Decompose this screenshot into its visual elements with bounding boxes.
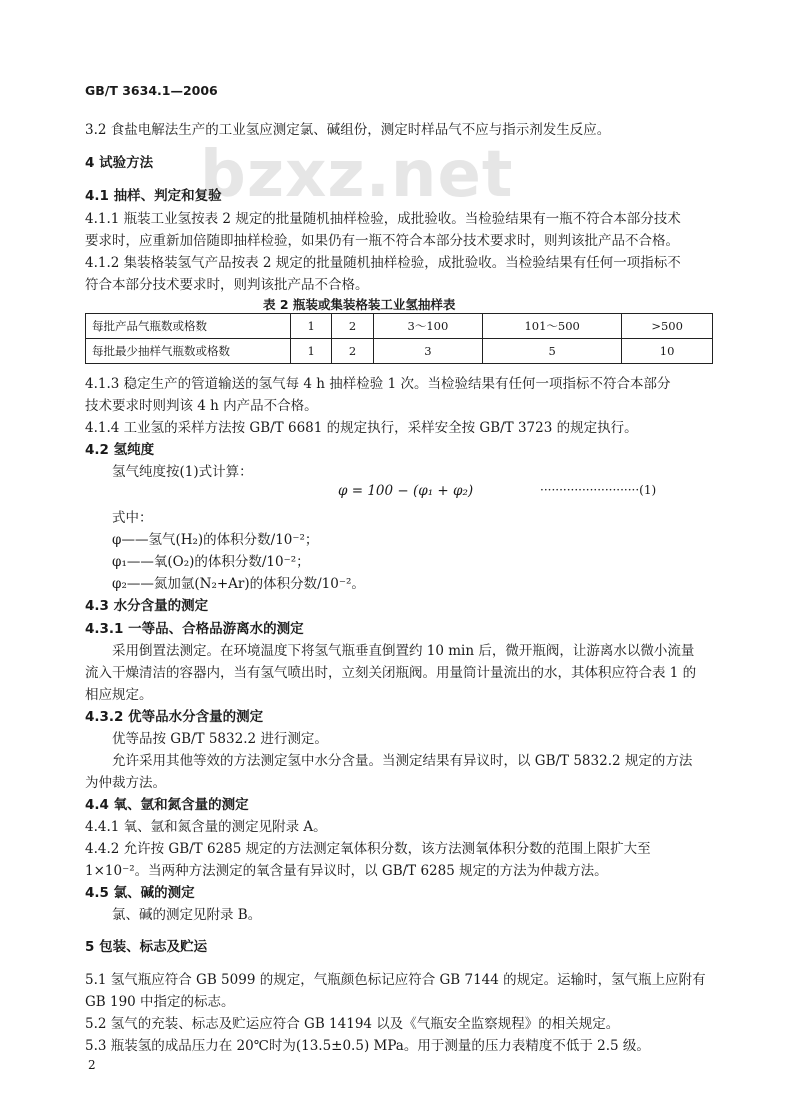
- clause-4-1-2-line1: 4.1.2 集装格装氢气产品按表 2 规定的批量随机抽样检验，成批验收。当检验结果有任何一项指标不: [85, 255, 681, 271]
- document-code-header: GB/T 3634.1—2006: [85, 83, 218, 98]
- clause-4-3-heading: 4.3 水分含量的测定: [85, 598, 209, 614]
- clause-4-1-2-line2: 符合本部分技术要求时，则判该批产品不合格。: [85, 277, 369, 293]
- clause-4-4-1: 4.4.1 氧、氩和氮含量的测定见附录 A。: [85, 819, 327, 835]
- table-cell: 2: [332, 339, 373, 364]
- table-cell: 101～500: [483, 314, 622, 339]
- section-4-heading: 4 试验方法: [85, 155, 154, 171]
- clause-4-3-2-heading: 4.3.2 优等品水分含量的测定: [85, 709, 264, 725]
- clause-4-3-1-heading: 4.3.1 一等品、合格品游离水的测定: [85, 621, 304, 637]
- clause-5-3: 5.3 瓶装氢的成品压力在 20℃时为(13.5±0.5) MPa。用于测量的压力表精度不低于 2.5 级。: [85, 1038, 650, 1054]
- clause-5-2: 5.2 氢气的充装、标志及贮运应符合 GB 14194 以及《气瓶安全监察规程》的相关规定。: [85, 1016, 620, 1032]
- clause-4-1-4: 4.1.4 工业氢的采样方法按 GB/T 6681 的规定执行，采样安全按 GB/T 3723 的规定执行。: [85, 420, 638, 436]
- purity-formula: φ = 100 − (φ₁ + φ₂): [338, 483, 474, 499]
- clause-4-1-1-line2: 要求时，应重新加倍随即抽样检验，如果仍有一瓶不符合本部分技术要求时，则判该批产品不合格。: [85, 233, 679, 249]
- table-cell: 5: [483, 339, 622, 364]
- clause-4-4-heading: 4.4 氧、氩和氮含量的测定: [85, 797, 249, 813]
- purity-intro: 氢气纯度按(1)式计算：: [112, 464, 253, 480]
- where-label: 式中：: [112, 510, 153, 526]
- clause-4-5-heading: 4.5 氯、碱的测定: [85, 885, 195, 901]
- clause-4-1-heading: 4.1 抽样、判定和复验: [85, 188, 222, 204]
- clause-4-4-2-line2: 1×10⁻²。当两种方法测定的氧含量有异议时，以 GB/T 6285 规定的方法为仲裁方法。: [85, 863, 608, 879]
- table-row-label: 每批最少抽样气瓶数或格数: [86, 339, 291, 364]
- formula-number: ··························(1): [540, 483, 657, 497]
- table-cell: 1: [291, 339, 332, 364]
- sampling-table: [85, 313, 713, 364]
- clause-5-1-line2: GB 190 中指定的标志。: [85, 994, 235, 1010]
- table-row: [86, 339, 713, 364]
- clause-5-1-line1: 5.1 氢气瓶应符合 GB 5099 的规定，气瓶颜色标记应符合 GB 7144 的规定。运输时，氢气瓶上应附有: [85, 972, 706, 988]
- clause-4-1-1-line1: 4.1.1 瓶装工业氢按表 2 规定的批量随机抽样检验，成批验收。当检验结果有一瓶不符合本部分技术: [85, 211, 681, 227]
- table-2-caption: 表 2 瓶装或集装格装工业氢抽样表: [263, 297, 456, 312]
- clause-4-4-2-line1: 4.4.2 允许按 GB/T 6285 规定的方法测定氧体积分数，该方法测氧体积分数的范围上限扩大至: [85, 841, 651, 857]
- definition-phi: φ——氢气(H₂)的体积分数/10⁻²；: [112, 532, 319, 548]
- table-cell: >500: [622, 314, 713, 339]
- section-5-heading: 5 包装、标志及贮运: [85, 939, 208, 955]
- watermark: bzxz.net: [200, 138, 514, 212]
- clause-3-2: 3.2 食盐电解法生产的工业氢应测定氯、碱组份，测定时样品气不应与指示剂发生反应。: [85, 122, 611, 138]
- clause-4-1-3-line1: 4.1.3 稳定生产的管道输送的氢气每 4 h 抽样检验 1 次。当检验结果有任何一项指标不符合本部分: [85, 376, 671, 392]
- table-cell: 10: [622, 339, 713, 364]
- clause-4-2-heading: 4.2 氢纯度: [85, 442, 155, 458]
- definition-phi2: φ₂——氮加氩(N₂+Ar)的体积分数/10⁻²。: [112, 576, 365, 592]
- clause-4-3-2-line2: 允许采用其他等效的方法测定氢中水分含量。当测定结果有异议时，以 GB/T 5832.2 规定的方法: [112, 753, 693, 769]
- clause-4-1-3-line2: 技术要求时则判该 4 h 内产品不合格。: [85, 398, 318, 414]
- table-cell: 1: [291, 314, 332, 339]
- definition-phi1: φ₁——氧(O₂)的体积分数/10⁻²；: [112, 554, 310, 570]
- clause-4-3-2-line3: 为仲裁方法。: [85, 775, 166, 791]
- clause-4-3-1-line3: 相应规定。: [85, 687, 153, 703]
- table-cell: 3～100: [373, 314, 482, 339]
- table-cell: 3: [373, 339, 482, 364]
- page-number: 2: [88, 1058, 96, 1072]
- clause-4-3-1-line2: 流入干燥清洁的容器内，当有氢气喷出时，立刻关闭瓶阀。用量筒计量流出的水，其体积应符合表 1 的: [85, 665, 697, 681]
- clause-4-5-text: 氯、碱的测定见附录 B。: [112, 907, 262, 923]
- table-row: [86, 314, 713, 339]
- clause-4-3-1-line1: 采用倒置法测定。在环境温度下将氢气瓶垂直倒置约 10 min 后，微开瓶阀，让游离水以微小流量: [112, 643, 695, 659]
- clause-4-3-2-line1: 优等品按 GB/T 5832.2 进行测定。: [112, 731, 328, 747]
- table-row-label: 每批产品气瓶数或格数: [86, 314, 291, 339]
- table-cell: 2: [332, 314, 373, 339]
